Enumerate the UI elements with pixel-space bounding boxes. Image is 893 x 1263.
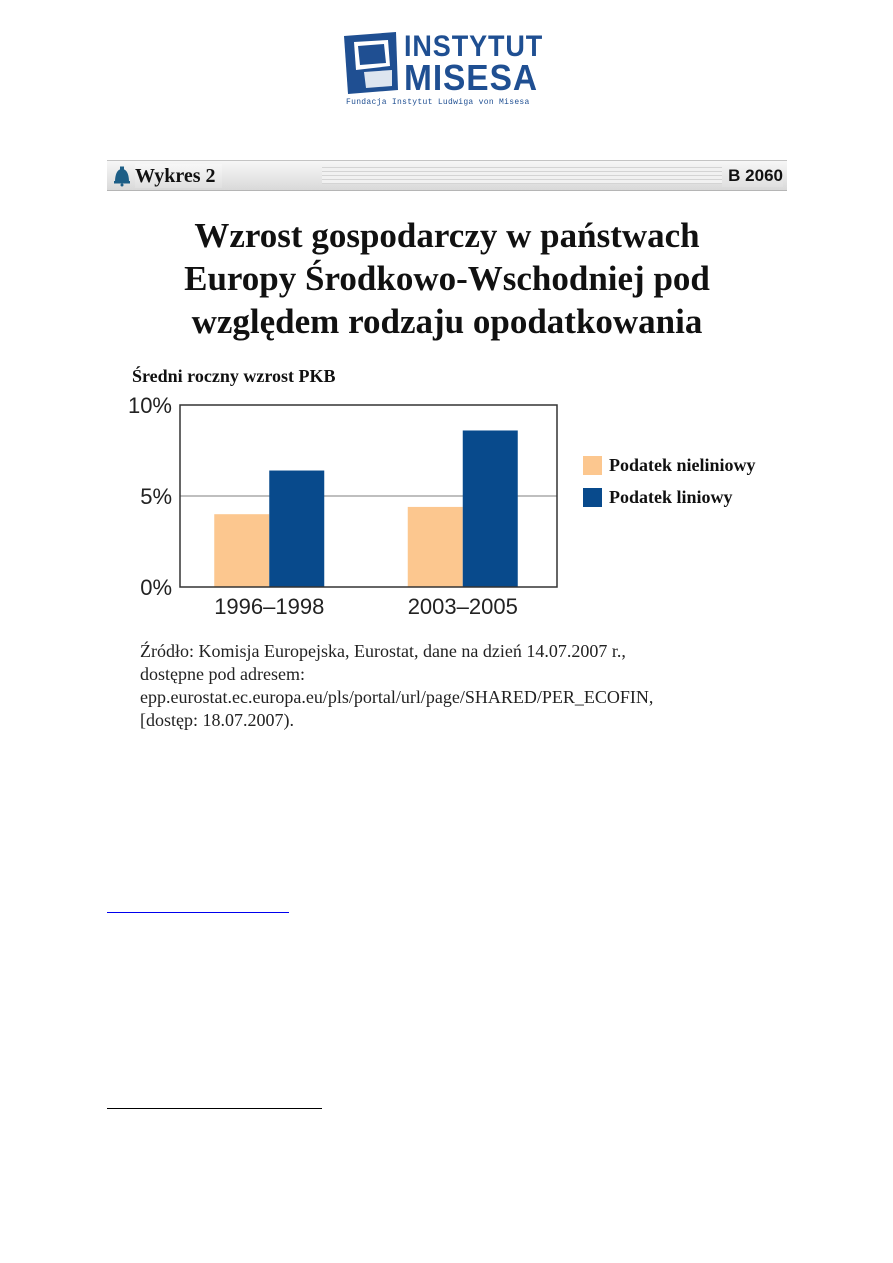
bar-nonlinear-2 [408, 507, 463, 587]
chart-title-line-1: Wzrost gospodarczy w państwach [194, 216, 700, 255]
source-line-1: Źródło: Komisja Europejska, Eurostat, dane na dzień 14.07.2007 r., [140, 641, 626, 661]
legend-label-1: Podatek nieliniowy [609, 455, 756, 475]
source-line-2: dostępne pod adresem: [140, 664, 305, 684]
source-line-3: epp.eurostat.ec.europa.eu/pls/portal/url/page/SHARED/PER_ECOFIN, [140, 687, 654, 707]
source-line-4: [dostęp: 18.07.2007). [140, 710, 294, 730]
logo-line-2: MISESA [404, 57, 538, 98]
footnote-separator-1 [107, 912, 289, 913]
legend-swatch-2 [583, 488, 602, 507]
y-tick-label-0: 0% [140, 575, 172, 600]
y-axis-label: Średni roczny wzrost PKB [132, 366, 336, 386]
logo-subtitle: Fundacja Instytut Ludwiga von Misesa [346, 98, 530, 107]
bar-nonlinear-1 [214, 514, 269, 587]
logo-line-1: INSTYTUT [404, 30, 544, 63]
figure-code: B 2060 [722, 165, 783, 187]
y-tick-label-2: 10% [127, 393, 172, 418]
legend-label-2: Podatek liniowy [609, 487, 733, 507]
legend-swatch-1 [583, 456, 602, 475]
bar-linear-1 [269, 471, 324, 587]
chart-title-line-2: Europy Środkowo-Wschodniej pod [184, 259, 710, 298]
bar-linear-2 [463, 430, 518, 587]
y-tick-label-1: 5% [140, 484, 172, 509]
chart-title-line-3: względem rodzaju opodatkowania [191, 302, 703, 341]
x-tick-label-1: 1996–1998 [214, 594, 325, 619]
x-tick-label-2: 2003–2005 [407, 594, 518, 619]
figure-label: Wykres 2 [135, 164, 222, 188]
footnote-separator-2 [107, 1108, 322, 1109]
source-note [140, 640, 790, 732]
